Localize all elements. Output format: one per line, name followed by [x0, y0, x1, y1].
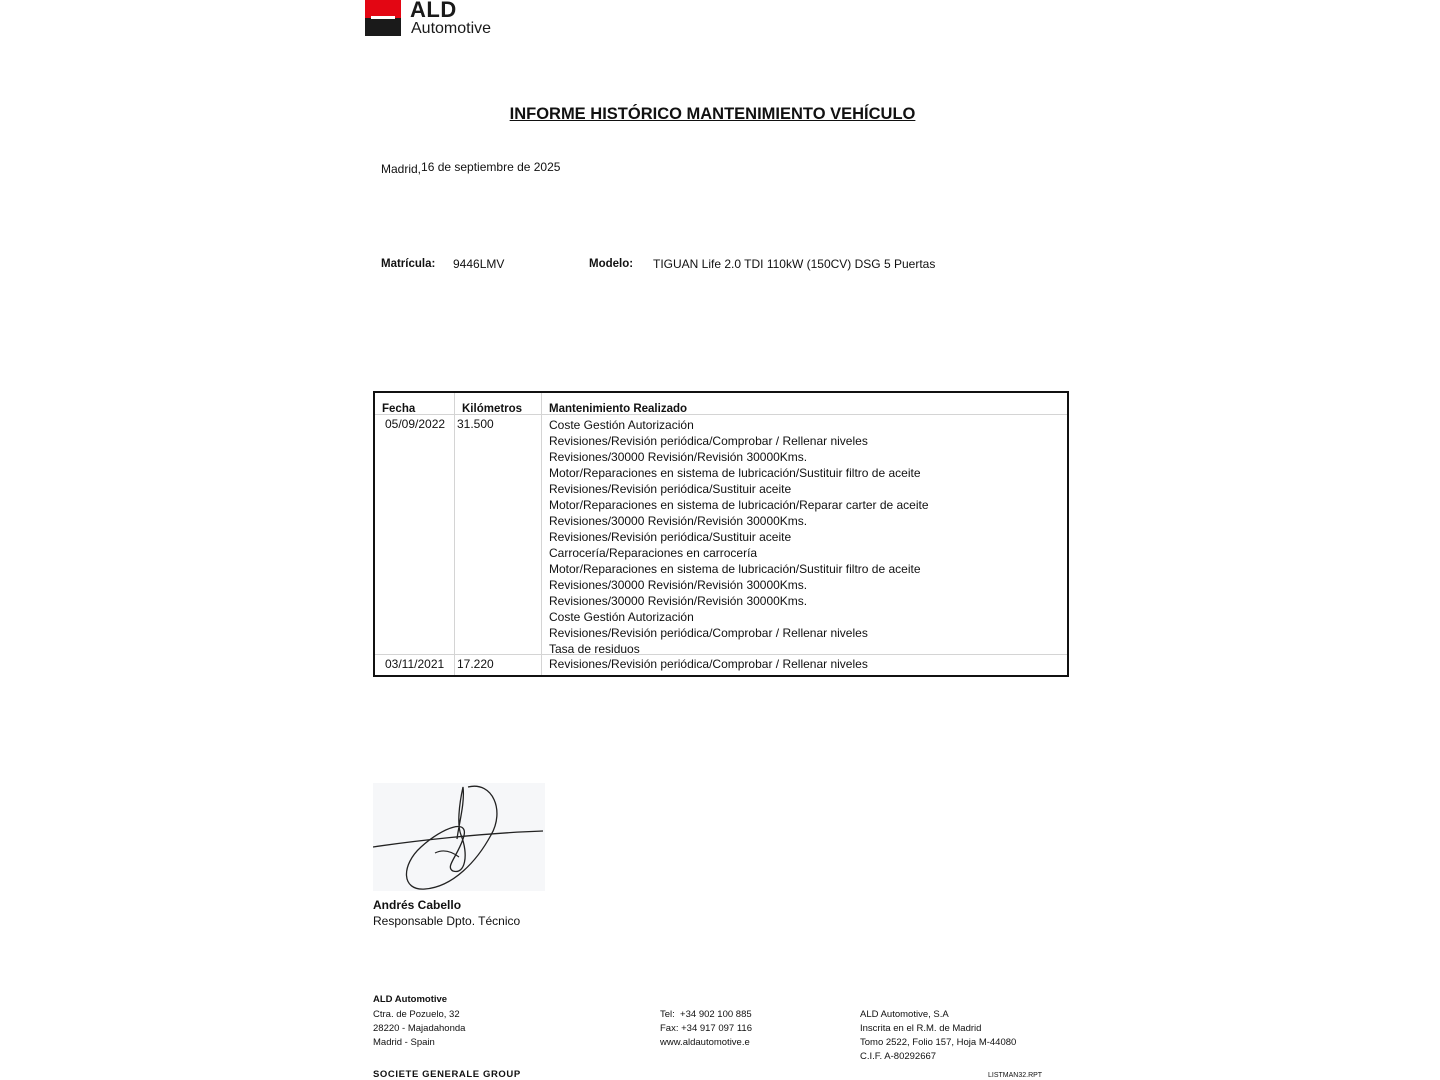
legal-line: Inscrita en el R.M. de Madrid [860, 1023, 982, 1034]
signature-icon [373, 783, 545, 891]
legal-line: C.I.F. A-80292667 [860, 1051, 937, 1062]
plate-value: 9446LMV [453, 257, 505, 271]
maintenance-item: Tasa de residuos [549, 642, 640, 656]
footer-company: ALD Automotive [373, 994, 448, 1005]
maintenance-item: Revisiones/30000 Revisión/Revisión 30000Kms. [549, 594, 808, 608]
maintenance-item: Revisiones/30000 Revisión/Revisión 30000Kms. [549, 578, 808, 592]
plate-label: Matrícula: [381, 258, 436, 270]
row-km: 17.220 [457, 657, 494, 671]
maintenance-table [373, 391, 1069, 677]
place-date [381, 160, 560, 174]
header-date: Fecha [382, 403, 416, 415]
legal-line: Tomo 2522, Folio 157, Hoja M-44080 [860, 1037, 1017, 1048]
maintenance-item: Revisiones/Revisión periódica/Sustituir aceite [549, 530, 792, 544]
signer-name: Andrés Cabello [373, 898, 462, 912]
address-line: 28220 - Majadahonda [373, 1023, 466, 1034]
row-date: 03/11/2021 [385, 657, 445, 671]
footer-contact [660, 1008, 752, 1050]
place: Madrid, [381, 162, 422, 176]
signer-role: Responsable Dpto. Técnico [373, 914, 521, 928]
column-divider [454, 393, 455, 675]
logo-name: Automotive [411, 20, 492, 37]
logo-mark-icon [365, 0, 401, 36]
logo-brand: ALD [410, 0, 457, 22]
maintenance-item: Motor/Reparaciones en sistema de lubricación/Sustituir filtro de aceite [549, 466, 921, 480]
maintenance-item: Revisiones/Revisión periódica/Sustituir aceite [549, 482, 792, 496]
address-line: Ctra. de Pozuelo, 32 [373, 1009, 460, 1020]
maintenance-item: Coste Gestión Autorización [549, 610, 694, 624]
row-date: 05/09/2022 [385, 417, 446, 431]
column-divider [541, 393, 542, 675]
model-value: TIGUAN Life 2.0 TDI 110kW (150CV) DSG 5 Puertas [653, 257, 936, 271]
maintenance-item: Revisiones/Revisión periódica/Comprobar / Rellenar niveles [549, 657, 868, 671]
legal-line: ALD Automotive, S.A [860, 1009, 949, 1020]
report-code: LISTMAN32.RPT [988, 1072, 1043, 1079]
row-items [549, 417, 929, 657]
footer-group: SOCIETE GENERALE GROUP [373, 1069, 521, 1080]
contact-line: Tel: +34 902 100 885 [660, 1009, 752, 1020]
header-km: Kilómetros [462, 403, 523, 415]
signature [373, 783, 545, 891]
maintenance-item: Carrocería/Reparaciones en carrocería [549, 546, 758, 560]
maintenance-item: Motor/Reparaciones en sistema de lubricación/Reparar carter de aceite [549, 498, 929, 512]
maintenance-item: Revisiones/30000 Revisión/Revisión 30000Kms. [549, 450, 808, 464]
footer-address [373, 1008, 465, 1050]
maintenance-item: Motor/Reparaciones en sistema de lubricación/Sustituir filtro de aceite [549, 562, 921, 576]
row-km: 31.500 [457, 417, 494, 431]
footer-legal [860, 1008, 1016, 1064]
contact-line: Fax: +34 917 097 116 [660, 1023, 752, 1034]
report-title: INFORME HISTÓRICO MANTENIMIENTO VEHÍCULO [509, 105, 916, 123]
report-date: 16 de septiembre de 2025 [421, 160, 561, 174]
model-label: Modelo: [589, 258, 634, 270]
maintenance-item: Coste Gestión Autorización [549, 418, 694, 432]
row-items [549, 656, 868, 672]
maintenance-item: Revisiones/Revisión periódica/Comprobar / Rellenar niveles [549, 434, 868, 448]
header-maintenance: Mantenimiento Realizado [549, 403, 688, 415]
contact-line: www.aldautomotive.e [660, 1037, 750, 1048]
address-line: Madrid - Spain [373, 1037, 435, 1048]
maintenance-item: Revisiones/30000 Revisión/Revisión 30000Kms. [549, 514, 808, 528]
maintenance-item: Revisiones/Revisión periódica/Comprobar / Rellenar niveles [549, 626, 868, 640]
